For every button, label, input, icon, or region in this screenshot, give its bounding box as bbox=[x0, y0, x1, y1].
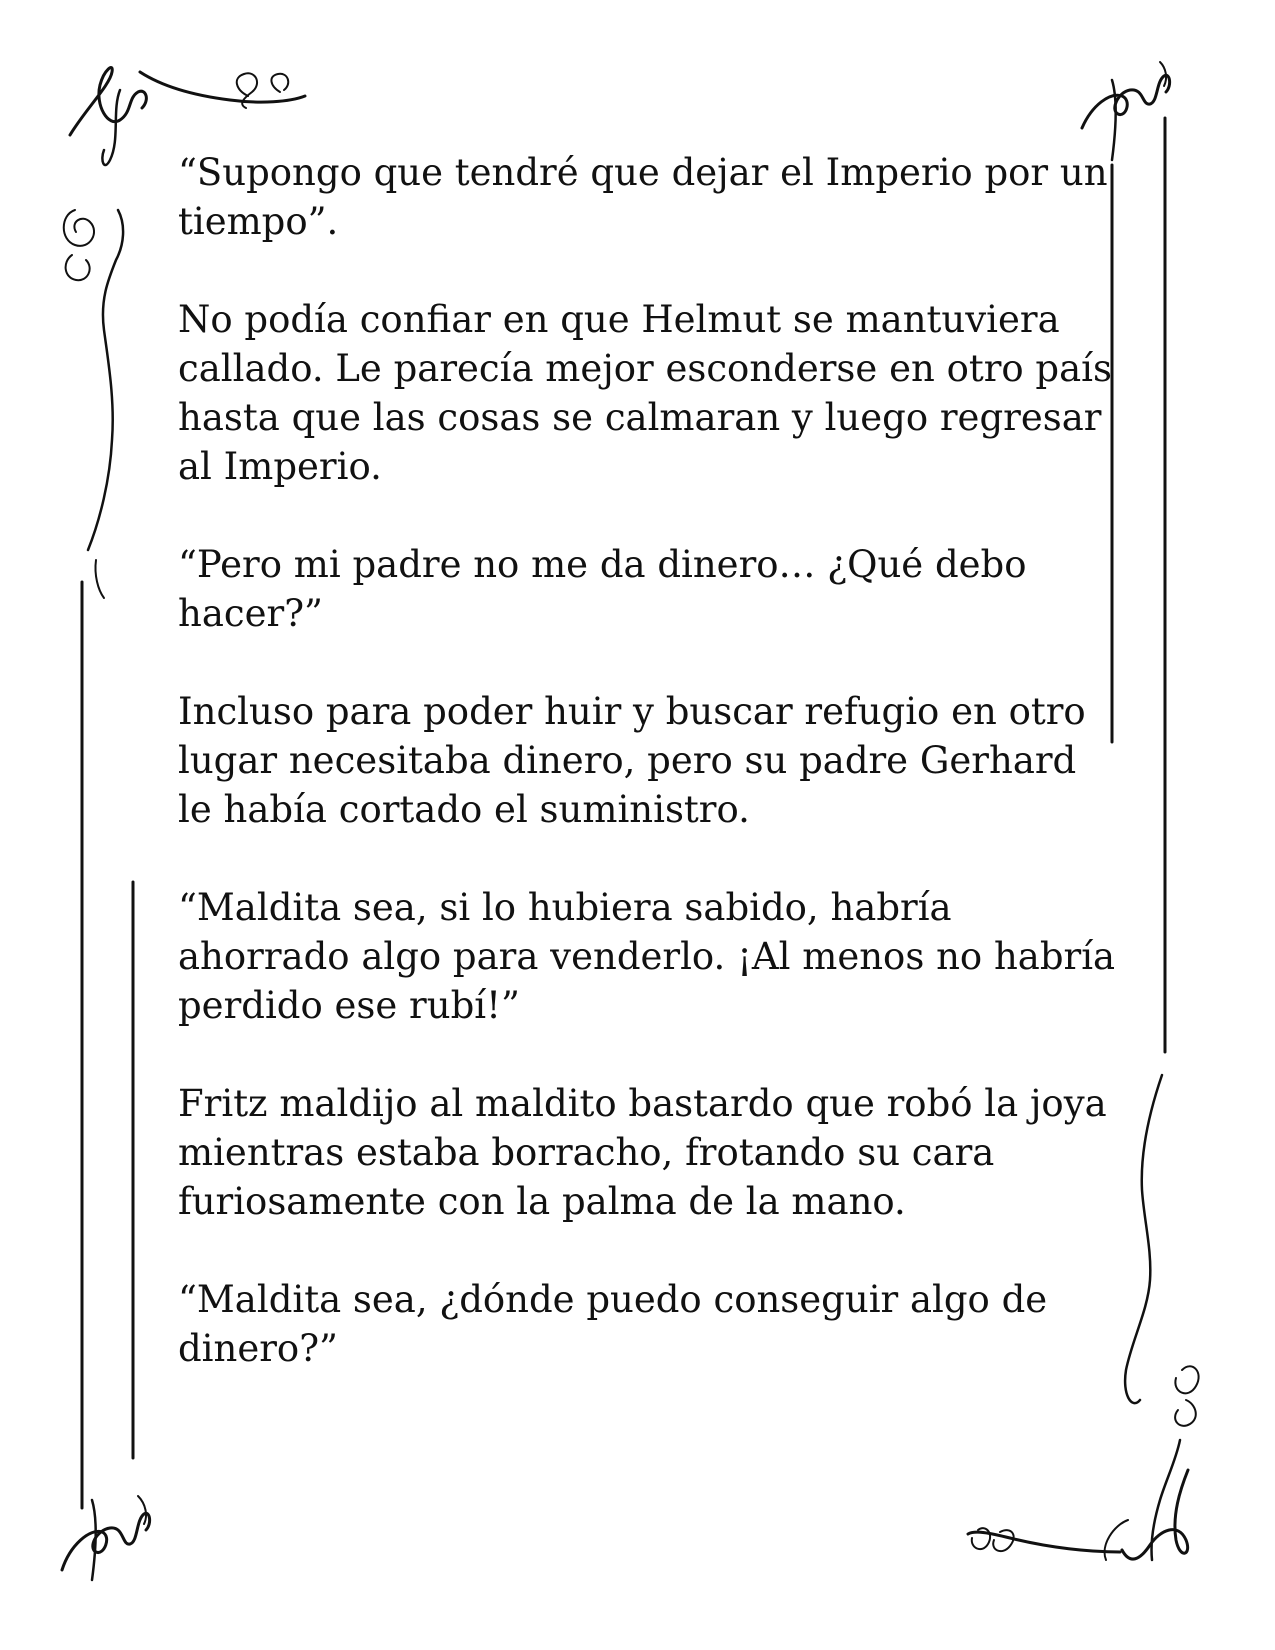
paragraph-3: “Pero mi padre no me da dinero… ¿Qué debo hacer?” bbox=[178, 543, 1027, 635]
body-text bbox=[178, 148, 1118, 1422]
flourish-top-right-icon bbox=[1082, 62, 1170, 160]
left-border-rules bbox=[82, 582, 133, 1508]
flourish-bottom-left-icon bbox=[62, 1496, 150, 1580]
paragraph-5: “Maldita sea, si lo hubiera sabido, habría ahorrado algo para venderlo. ¡Al menos no habría perdido ese rubí!” bbox=[178, 886, 1116, 1027]
paragraph-4: Incluso para poder huir y buscar refugio en otro lugar necesitaba dinero, pero su padre Gerhard le había cortado el suministro. bbox=[178, 690, 1086, 831]
paragraph-2: No podía confiar en que Helmut se mantuviera callado. Le parecía mejor esconderse en otro país hasta que las cosas se calmaran y luego regresar al Imperio. bbox=[178, 298, 1112, 488]
paragraph-1: “Supongo que tendré que dejar el Imperio por un tiempo”. bbox=[178, 151, 1108, 243]
paragraph-6: Fritz maldijo al maldito bastardo que robó la joya mientras estaba borracho, frotando su cara furiosamente con la palma de la mano. bbox=[178, 1082, 1107, 1223]
paragraph-7: “Maldita sea, ¿dónde puedo conseguir algo de dinero?” bbox=[178, 1278, 1048, 1370]
right-border-rules bbox=[1112, 118, 1165, 1052]
